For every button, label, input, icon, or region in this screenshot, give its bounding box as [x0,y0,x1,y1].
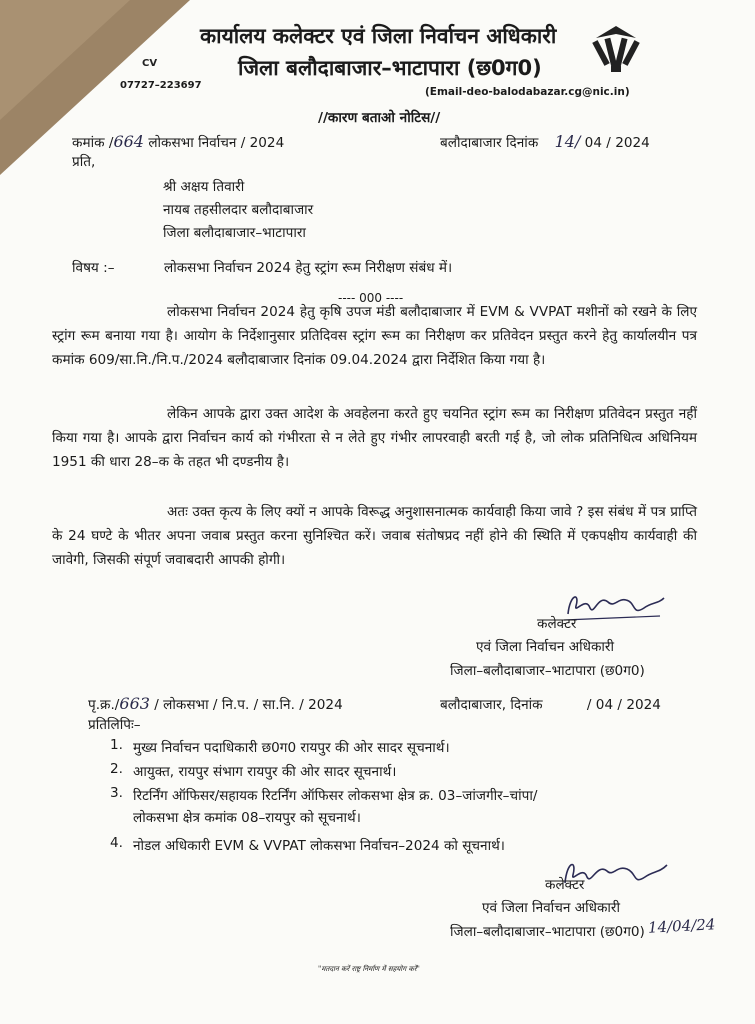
office-email: (Email-deo-balodabazar.cg@nic.in) [425,86,630,98]
stamp-fragment: CV [142,58,158,69]
copy-date-label: बलौदाबाजार, दिनांक [440,697,543,713]
copy-item-2-number: 2. [110,761,123,777]
copy-item-4-text: नोडल अधिकारी EVM & VVPAT लोकसभा निर्वाचन–2024 को सूचनार्थ। [133,838,505,854]
signature-2-district: जिला–बलौदाबाजार–भाटापारा (छ0ग0) [450,924,645,940]
addressee-name: श्री अक्षय तिवारी [163,179,245,195]
office-district: जिला बलौदाबाजार–भाटापारा (छ0ग0) [238,56,542,80]
reference-date [440,132,650,151]
copy-reference-line [88,694,343,713]
copy-label: प्रतिलिपिः– [88,717,141,733]
copy-ref-number-handwritten: 663 [119,694,150,713]
section-divider: ---- 000 ---- [338,291,404,305]
office-title: कार्यालय कलेक्टर एवं जिला निर्वाचन अधिकारी [200,24,557,48]
copy-item-4-number: 4. [110,835,123,851]
subject-text: लोकसभा निर्वाचन 2024 हेतु स्ट्रांग रूम निरीक्षण संबंध में। [164,260,453,276]
copy-reference-date [440,694,661,713]
election-commission-logo-icon [590,22,642,74]
body-paragraph-1 [52,300,697,372]
addressee-designation: नायब तहसीलदार बलौदाबाजार [163,202,314,218]
copy-ref-prefix: पृ.क्र./ [88,697,120,713]
date-handwritten: 14/ [554,132,581,151]
notice-title: //कारण बताओ नोटिस// [318,110,441,126]
footer-slogan: "मतदान करें राष्ट्र निर्माण में सहयोग करें" [318,965,420,973]
copy-item-3-number: 3. [110,785,123,801]
signature-1-designation: एवं जिला निर्वाचन अधिकारी [476,639,615,655]
copy-item-1-number: 1. [110,737,123,753]
date-rest: 04 / 2024 [584,135,650,151]
body-paragraph-3 [52,500,697,572]
copy-item-3-text-line2: लोकसभा क्षेत्र कमांक 08–रायपुर को सूचनार्थ। [133,810,361,826]
reference-line [72,132,284,151]
reference-number-handwritten: 664 [113,132,144,151]
date-label: बलौदाबाजार दिनांक [440,135,539,151]
addressee-district: जिला बलौदाबाजार–भाटापारा [163,225,306,241]
copy-item-2-text: आयुक्त, रायपुर संभाग रायपुर की ओर सादर सूचनार्थ। [133,764,397,780]
to-label: प्रति, [72,154,96,170]
reference-prefix: कमांक / [72,135,114,151]
copy-ref-suffix: / लोकसभा / नि.प. / सा.नि. / 2024 [154,697,343,713]
body-paragraph-2 [52,402,697,474]
paragraph-2-text: लेकिन आपके द्वारा उक्त आदेश के अवहेलना करते हुए चयनित स्ट्रांग रूम का निरीक्षण प्रतिवेदन प्रस्तुत नहीं किया गया है। आपके द्वारा निर्वाचन कार्य को गंभीरता से न लेते हुए गंभीर लापरवाही बरती गई है, जो लोक प्रतिनिधित्व अधिनियम 1951 की धारा 28–क के तहत भी दण्डनीय है। [52,406,697,470]
subject-label: विषय :– [72,260,115,276]
signature-1-handwritten [560,586,670,624]
reference-suffix: लोकसभा निर्वाचन / 2024 [148,135,285,151]
phone-number: 07727–223697 [120,80,202,91]
copy-item-1-text: मुख्य निर्वाचन पदाधिकारी छ0ग0 रायपुर की ओर सादर सूचनार्थ। [133,740,450,756]
paragraph-3-text: अतः उक्त कृत्य के लिए क्यों न आपके विरूद्ध अनुशासनात्मक कार्यवाही किया जावे ? इस संबंध में पत्र प्राप्ति के 24 घण्टे के भीतर अपना जवाब प्रस्तुत करना सुनिश्चित करें। जवाब संतोषप्रद नहीं होने की स्थिति में एकपक्षीय कार्यवाही की जावेगी, जिसकी संपूर्ण जवाबदारी आपकी होगी। [52,504,697,568]
signature-2-designation: एवं जिला निर्वाचन अधिकारी [482,900,621,916]
copy-date-rest: / 04 / 2024 [586,697,661,713]
signature-2-handwritten-date: 14/04/24 [647,915,716,937]
copy-item-3-text: रिटर्निंग ऑफिसर/सहायक रिटर्निंग ऑफिसर लोकसभा क्षेत्र क्र. 03–जांजगीर–चांपा/ [133,788,538,804]
signature-1-title: कलेक्टर [537,616,577,632]
folded-corner-shade [0,0,130,120]
paragraph-1-text: लोकसभा निर्वाचन 2024 हेतु कृषि उपज मंडी बलौदाबाजार में EVM & VVPAT मशीनों को रखने के लिए स्ट्रांग रूम बनाया गया है। आयोग के निर्देशानुसार प्रतिदिवस स्ट्रांग रूम का निरीक्षण कर प्रतिवेदन प्रस्तुत करने हेतु कार्यालयीन पत्र कमांक 609/सा.नि./नि.प./2024 बलौदाबाजार दिनांक 09.04.2024 द्वारा निर्देशित किया गया है। [52,304,697,368]
signature-2-title: कलेक्टर [545,877,585,893]
signature-1-district: जिला–बलौदाबाजार–भाटापारा (छ0ग0) [450,663,645,679]
